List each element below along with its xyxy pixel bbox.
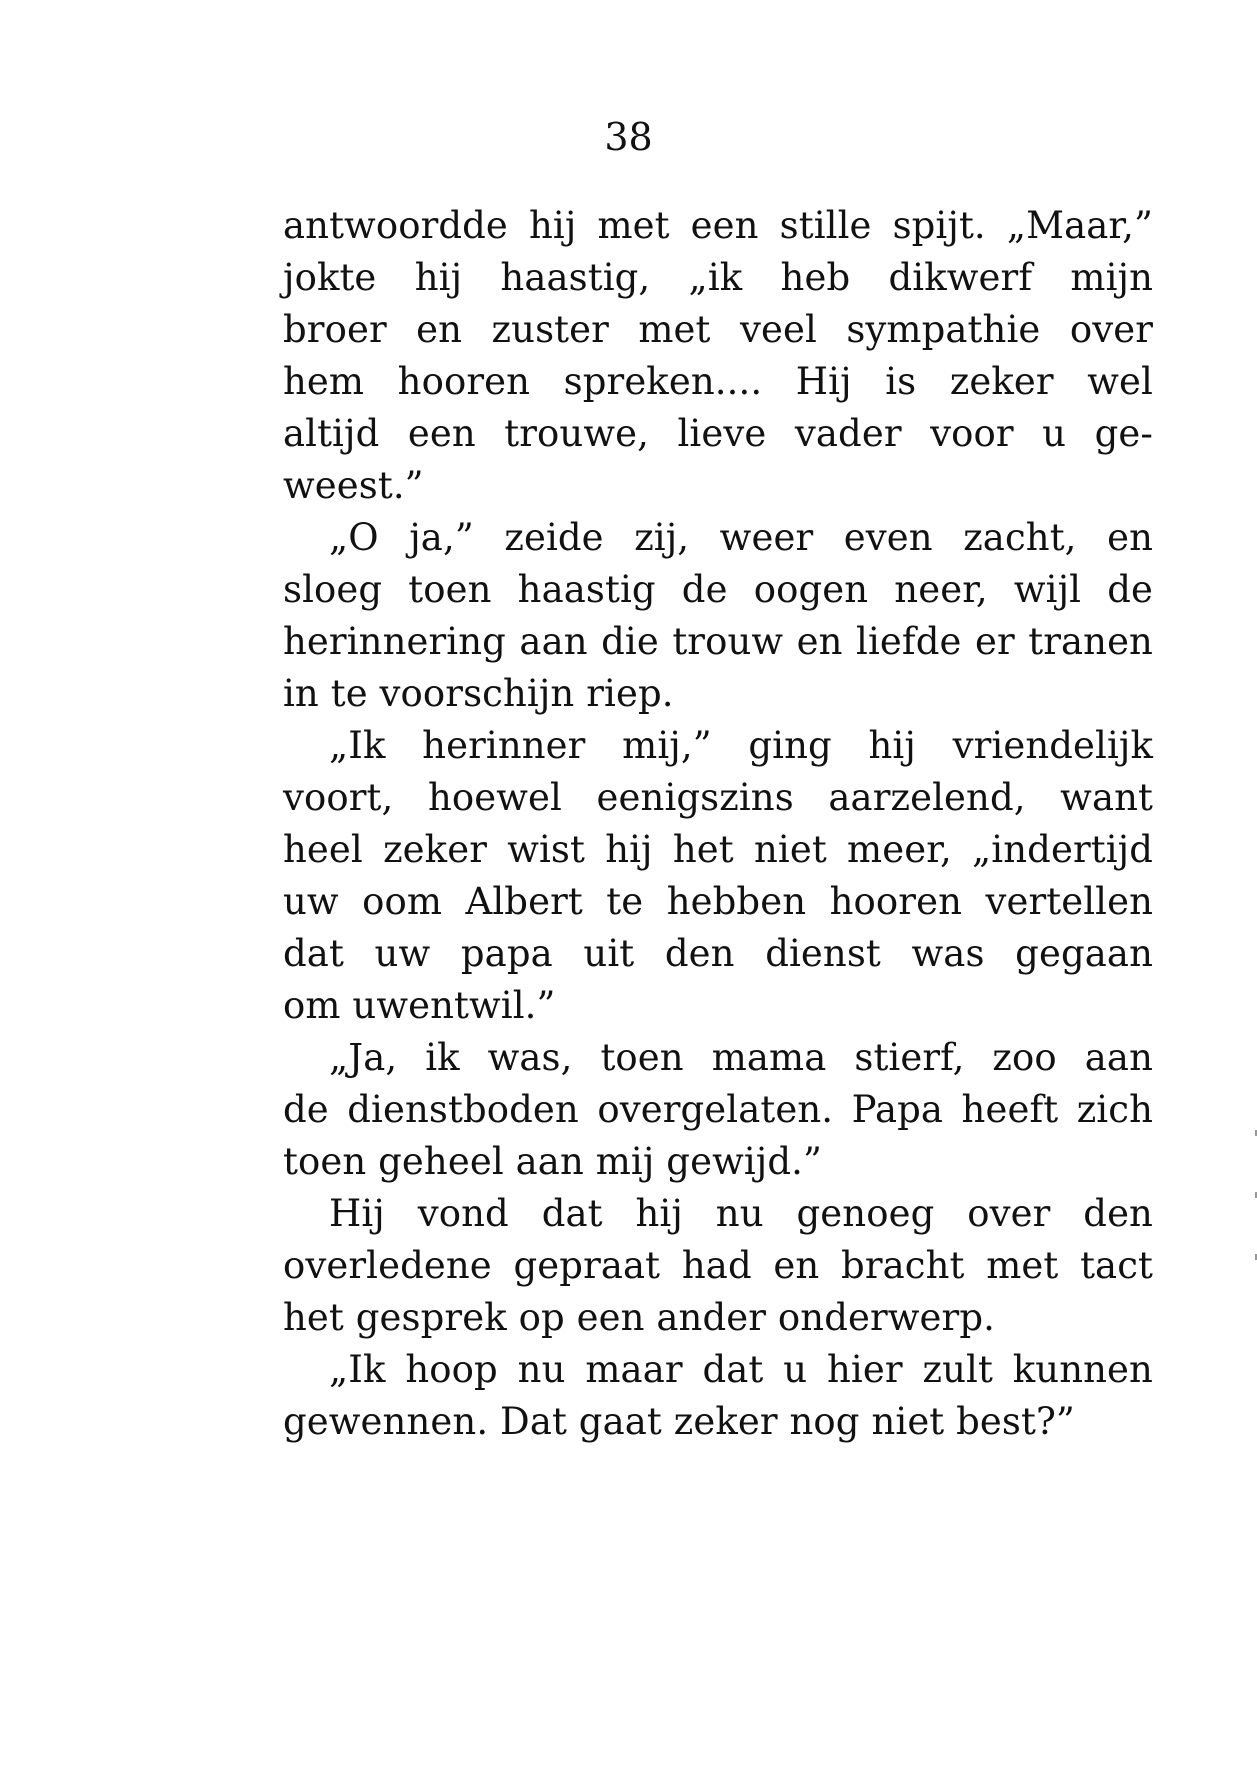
text-line: toen geheel aan mij gewijd.” [283, 1140, 823, 1183]
text-line: herinnering aan die trouw en liefde er tranen [283, 620, 1153, 663]
text-line: sloeg toen haastig de oogen neer, wijl de [283, 568, 1153, 611]
text-line: gewennen. Dat gaat zeker nog niet best?” [283, 1400, 1075, 1443]
paragraph-4 [283, 1032, 1153, 1188]
text-line: dat uw papa uit den dienst was gegaan [283, 932, 1153, 975]
paragraph-2 [283, 512, 1153, 720]
text-line: „O ja,” zeide zij, weer even zacht, en [329, 516, 1153, 559]
paragraph-1 [283, 200, 1153, 512]
text-line: de dienstboden overgelaten. Papa heeft zich [283, 1088, 1153, 1131]
text-line: „Ja, ik was, toen mama stierf, zoo aan [329, 1036, 1153, 1079]
paragraph-3 [283, 720, 1153, 1032]
text-line: het gesprek op een ander onderwerp. [283, 1296, 995, 1339]
page-number: 38 [604, 115, 653, 159]
text-line: voort, hoewel eenigszins aarzelend, want [283, 776, 1153, 819]
text-line: heel zeker wist hij het niet meer, „indertijd [283, 828, 1153, 871]
text-line: „Ik herinner mij,” ging hij vriendelijk [329, 724, 1153, 767]
text-line: in te voorschijn riep. [283, 672, 674, 715]
text-line: hem hooren spreken.... Hij is zeker wel [283, 360, 1153, 403]
text-line: Hij vond dat hij nu genoeg over den [329, 1192, 1153, 1235]
text-line: jokte hij haastig, „ik heb dikwerf mijn [283, 256, 1153, 299]
text-line: broer en zuster met veel sympathie over [283, 308, 1153, 351]
text-line: om uwentwil.” [283, 984, 556, 1027]
page-edge-marks [1253, 1130, 1257, 1270]
paragraph-5 [283, 1188, 1153, 1344]
text-line: weest.” [283, 464, 424, 507]
body-text [283, 200, 1153, 1448]
text-line: uw oom Albert te hebben hooren vertellen [283, 880, 1153, 923]
text-line: altijd een trouwe, lieve vader voor u ge- [283, 412, 1153, 455]
text-line: „Ik hoop nu maar dat u hier zult kunnen [329, 1348, 1153, 1391]
text-line: overledene gepraat had en bracht met tact [283, 1244, 1153, 1287]
text-line: antwoordde hij met een stille spijt. „Maar,” [283, 204, 1153, 247]
paragraph-6 [283, 1344, 1153, 1448]
